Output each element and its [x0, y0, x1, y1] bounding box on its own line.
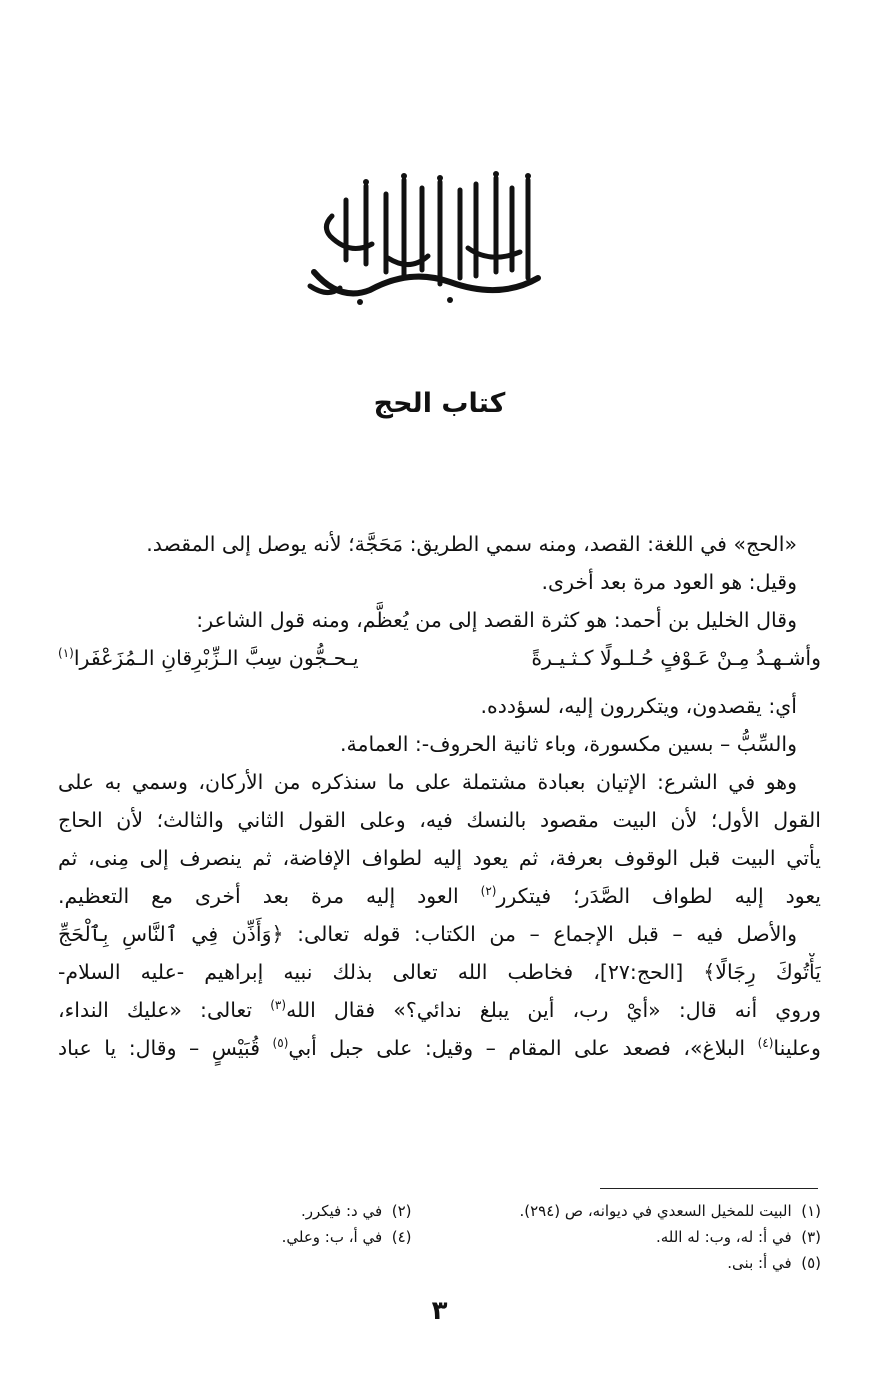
footnote-divider: [600, 1188, 818, 1189]
footnote-marker: (٣): [270, 998, 287, 1013]
text-line: القول الأول؛ لأن البيت مقصود بالنسك فيه، وعلى القول الثاني والثالث؛ لأن الحاج: [58, 808, 821, 832]
footnote-marker: (٢): [480, 884, 497, 899]
verse-first-hemistich: وأشـهـدُ مِـنْ عَـوْفٍ حُـلـولًا كـثـيـرةً: [531, 646, 821, 670]
poetry-verse: [58, 639, 821, 677]
footnotes: [58, 1198, 821, 1276]
footnote-item: (٥) في أ: بنى.: [727, 1254, 821, 1272]
text-line: والأصل فيه – قبل الإجماع – من الكتاب: قوله تعالى: ﴿وَأَذِّن فِي ٱلنَّاسِ بِٱلْحَجِّ: [58, 922, 797, 946]
footnote-item: (٣) في أ: له، وب: له الله.: [655, 1228, 821, 1246]
footnote-row: [58, 1198, 821, 1224]
footnote-item: (٢) في د: فيكرر.: [300, 1202, 412, 1220]
text-line: وقال الخليل بن أحمد: هو كثرة القصد إلى من يُعظَّم، ومنه قول الشاعر:: [196, 608, 797, 632]
text-line: أي: يقصدون، ويتكررون إليه، لسؤدده.: [480, 694, 797, 718]
verse-second-hemistich: يـحـجُّون سِبَّ الـزِّبْرِقانِ الـمُزَعْفَرا$^{(١)}$: [58, 646, 359, 670]
footnote-item: (١) البيت للمخيل السعدي في ديوانه، ص (٢٩٤).: [519, 1202, 821, 1220]
footnote-row: [58, 1224, 821, 1250]
footnote-marker: (١): [58, 646, 74, 661]
text-line: وروي أنه قال: «أيْ رب، أين يبلغ ندائي؟» فقال الله$^{(٣)}$ تعالى: «عليك النداء،: [58, 998, 821, 1022]
text-line: وعلينا$^{(٤)}$ البلاغ»، فصعد على المقام – وقيل: على جبل أبي$^{(٥)}$ قُبَيْسٍ – وقال: يا عباد: [58, 1036, 821, 1060]
text-line: يعود إليه لطواف الصَّدَر؛ فيتكرر$^{(٢)}$ العود إليه مرة بعد أخرى مع التعظيم.: [58, 884, 821, 908]
basmala-calligraphy: [300, 160, 550, 310]
text-line: وهو في الشرع: الإتيان بعبادة مشتملة على ما سنذكره من الأركان، وسمي به على: [58, 770, 797, 794]
basmala-calligraphy-drawing: [300, 160, 550, 310]
footnote-row: [58, 1250, 821, 1276]
footnote-marker: (٤): [757, 1036, 774, 1051]
footnote-marker: (٥): [272, 1036, 289, 1051]
main-text: [58, 525, 821, 1067]
footnote-item: (٤) في أ، ب: وعلي.: [281, 1228, 412, 1246]
text-line: وقيل: هو العود مرة بعد أخرى.: [541, 570, 797, 594]
chapter-title: كتاب الحج: [373, 388, 506, 419]
text-line: يَأْتُوكَ رِجَالًا﴾ [الحج:٢٧]، فخاطب الله تعالى بذلك نبيه إبراهيم -عليه السلام-: [58, 960, 821, 984]
text-line: يأتي البيت قبل الوقوف بعرفة، ثم يعود إليه لطواف الإفاضة، ثم ينصرف إلى مِنى، ثم: [58, 846, 821, 870]
text-line: «الحج» في اللغة: القصد، ومنه سمي الطريق: مَحَجَّة؛ لأنه يوصل إلى المقصد.: [146, 532, 797, 556]
page-number: ٣: [431, 1296, 448, 1326]
text-line: والسِّبُّ – بسين مكسورة، وباء ثانية الحروف-: العمامة.: [339, 732, 797, 756]
